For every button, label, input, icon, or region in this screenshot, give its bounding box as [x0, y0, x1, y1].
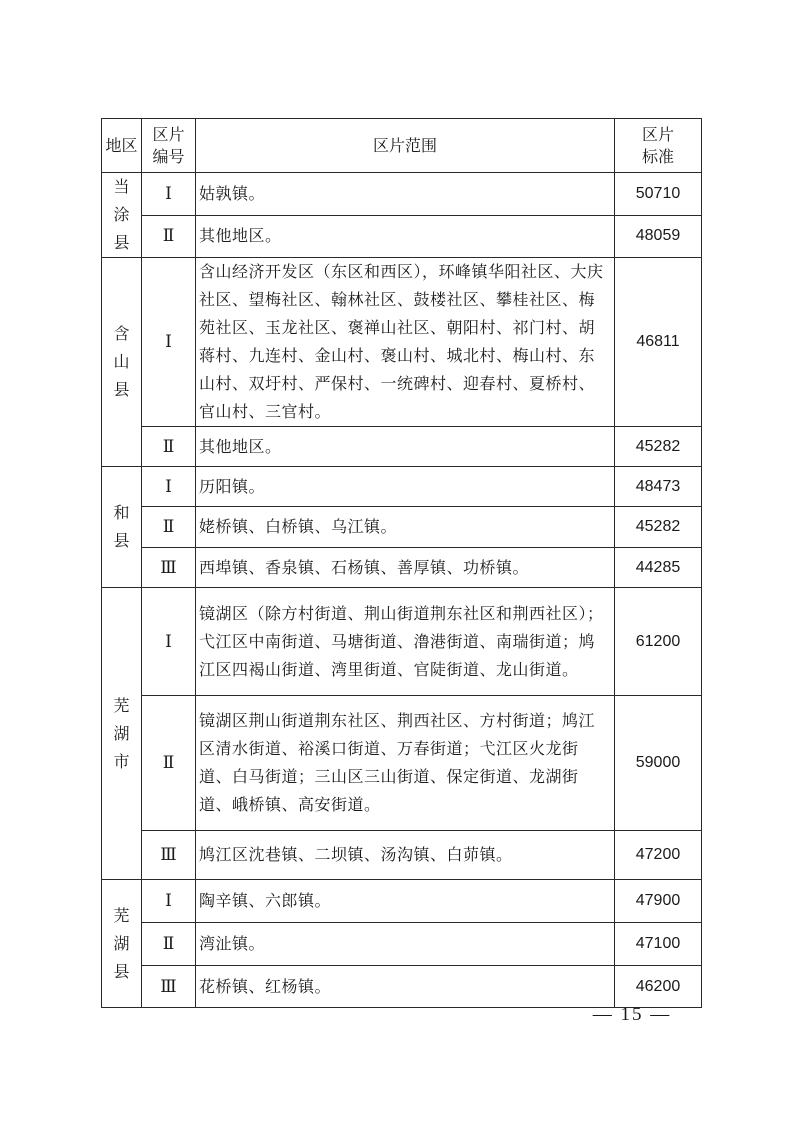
scope-cell: 鸠江区沈巷镇、二坝镇、汤沟镇、白茆镇。 — [196, 831, 615, 880]
table-row — [102, 966, 702, 1008]
standard-cell: 46811 — [615, 258, 702, 427]
scope-cell: 姥桥镇、白桥镇、乌江镇。 — [196, 507, 615, 548]
zone-cell: Ⅰ — [142, 258, 196, 427]
region-cell: 芜湖市 — [102, 588, 142, 880]
standard-cell: 59000 — [615, 696, 702, 831]
zone-cell: Ⅰ — [142, 467, 196, 507]
zone-cell: Ⅱ — [142, 923, 196, 966]
scope-cell: 西埠镇、香泉镇、石杨镇、善厚镇、功桥镇。 — [196, 548, 615, 588]
table-row — [102, 548, 702, 588]
zone-cell: Ⅰ — [142, 173, 196, 216]
standard-cell: 47200 — [615, 831, 702, 880]
table-row — [102, 427, 702, 467]
header-region: 地区 — [102, 119, 142, 173]
scope-cell: 湾沚镇。 — [196, 923, 615, 966]
scope-cell: 陶辛镇、六郎镇。 — [196, 880, 615, 923]
zone-cell: Ⅱ — [142, 507, 196, 548]
header-scope: 区片范围 — [196, 119, 615, 173]
table-row — [102, 467, 702, 507]
standard-cell: 48473 — [615, 467, 702, 507]
standard-cell: 44285 — [615, 548, 702, 588]
standard-cell: 50710 — [615, 173, 702, 216]
standard-cell: 61200 — [615, 588, 702, 696]
scope-cell: 镜湖区荆山街道荆东社区、荆西社区、方村街道；鸠江区清水街道、裕溪口街道、万春街道；弋江区火龙街道、白马街道；三山区三山街道、保定街道、龙湖街道、峨桥镇、高安街道。 — [196, 696, 615, 831]
scope-cell: 其他地区。 — [196, 215, 615, 258]
zone-cell: Ⅲ — [142, 548, 196, 588]
table-row — [102, 696, 702, 831]
header-standard: 区片标准 — [615, 119, 702, 173]
table-row — [102, 923, 702, 966]
table-row — [102, 215, 702, 258]
scope-cell: 姑孰镇。 — [196, 173, 615, 216]
table-row — [102, 588, 702, 696]
standard-cell: 46200 — [615, 966, 702, 1008]
table-header-row — [102, 119, 702, 173]
scope-cell: 花桥镇、红杨镇。 — [196, 966, 615, 1008]
scope-cell: 含山经济开发区（东区和西区），环峰镇华阳社区、大庆社区、望梅社区、翰林社区、鼓楼社区、攀桂社区、梅苑社区、玉龙社区、褒禅山社区、朝阳村、祁门村、胡蒋村、九连村、金山村、褒山村、城北村、梅山村、东山村、双圩村、严保村、一统碑村、迎春村、夏桥村、官山村、三官村。 — [196, 258, 615, 427]
zone-cell: Ⅲ — [142, 966, 196, 1008]
standard-cell: 45282 — [615, 427, 702, 467]
table-row — [102, 831, 702, 880]
zone-cell: Ⅲ — [142, 831, 196, 880]
scope-cell: 历阳镇。 — [196, 467, 615, 507]
zone-cell: Ⅱ — [142, 215, 196, 258]
region-cell: 含山县 — [102, 258, 142, 467]
table-row — [102, 173, 702, 216]
standard-cell: 47100 — [615, 923, 702, 966]
standard-cell: 47900 — [615, 880, 702, 923]
zone-cell: Ⅱ — [142, 427, 196, 467]
table-row — [102, 507, 702, 548]
standard-cell: 48059 — [615, 215, 702, 258]
scope-cell: 镜湖区（除方村街道、荆山街道荆东社区和荆西社区）；弋江区中南街道、马塘街道、澛港街道、南瑞街道；鸠江区四褐山街道、湾里街道、官陡街道、龙山街道。 — [196, 588, 615, 696]
table-row — [102, 880, 702, 923]
zone-cell: Ⅰ — [142, 588, 196, 696]
region-cell: 和县 — [102, 467, 142, 588]
scope-cell: 其他地区。 — [196, 427, 615, 467]
region-cell: 芜湖县 — [102, 880, 142, 1008]
table-row — [102, 258, 702, 427]
page-number: — 15 — — [592, 1004, 672, 1025]
zone-cell: Ⅱ — [142, 696, 196, 831]
zone-cell: Ⅰ — [142, 880, 196, 923]
header-zone-no: 区片编号 — [142, 119, 196, 173]
region-cell: 当涂县 — [102, 173, 142, 258]
land-price-table — [101, 118, 702, 1008]
standard-cell: 45282 — [615, 507, 702, 548]
